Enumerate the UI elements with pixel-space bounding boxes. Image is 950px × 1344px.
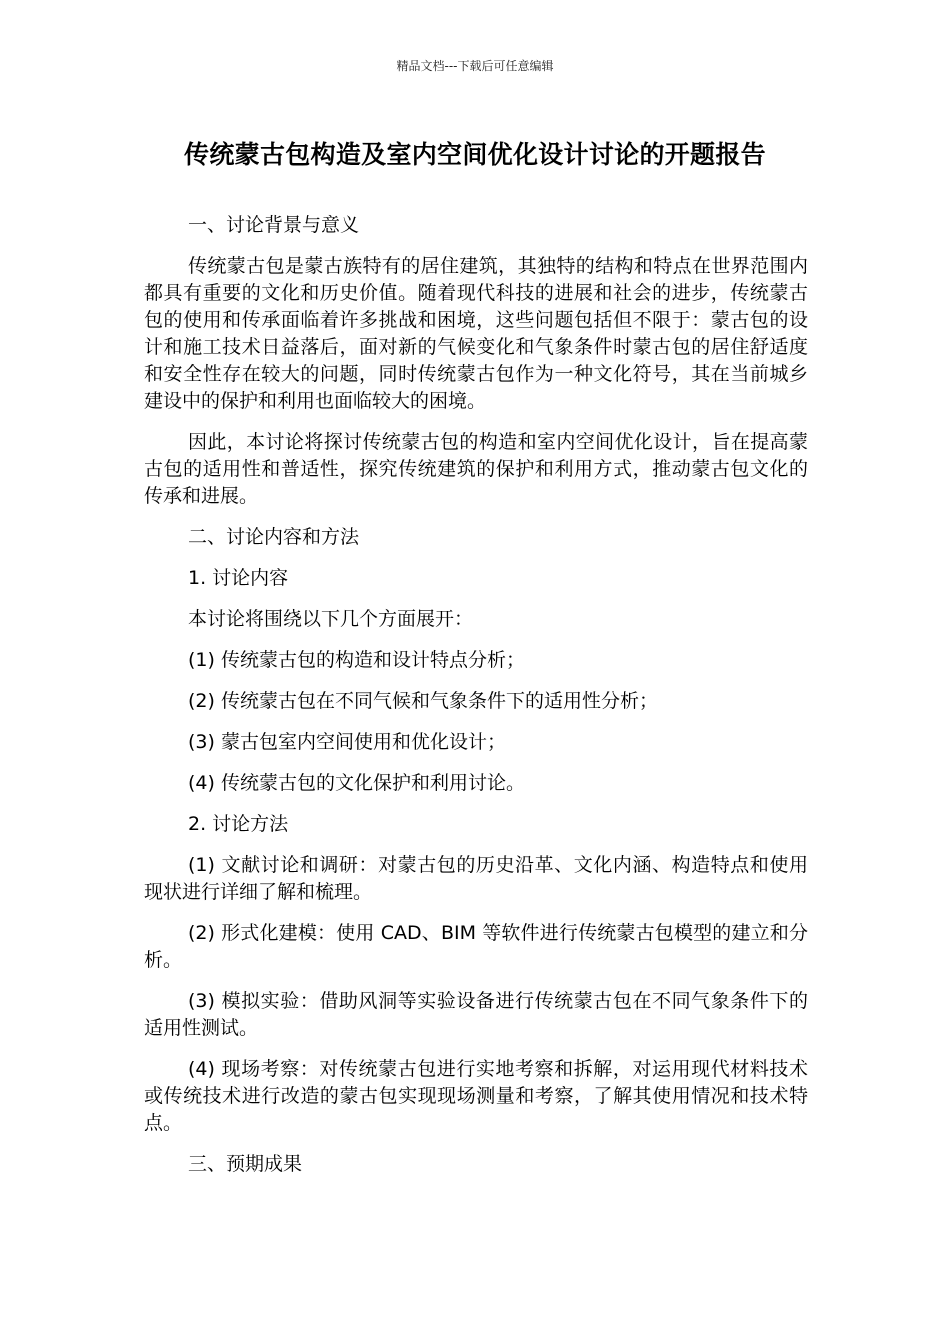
document-body	[144, 212, 808, 1192]
paragraph-content-intro: 本讨论将围绕以下几个方面展开：	[188, 608, 474, 630]
list-item-content-3: (3) 蒙古包室内空间使用和优化设计；	[188, 731, 506, 753]
list-item-content-1: (1) 传统蒙古包的构造和设计特点分析；	[188, 649, 525, 671]
list-item-method-4: (4) 现场考察：对传统蒙古包进行实地考察和拆解，对运用现代材料技术或传统技术进行改造的蒙古包实现现场测量和考察，了解其使用情况和技术特点。	[144, 1058, 808, 1134]
list-item-content-4: (4) 传统蒙古包的文化保护和利用讨论。	[188, 772, 525, 794]
list-item-method-1: (1) 文献讨论和调研：对蒙古包的历史沿革、文化内涵、构造特点和使用现状进行详细了解和梳理。	[144, 854, 808, 903]
list-item-content-2: (2) 传统蒙古包在不同气候和气象条件下的适用性分析；	[188, 690, 658, 712]
subheading-content: 1. 讨论内容	[188, 567, 289, 589]
subheading-methods: 2. 讨论方法	[188, 813, 289, 835]
section-heading-background: 一、讨论背景与意义	[188, 214, 360, 236]
section-heading-expected-results: 三、预期成果	[188, 1153, 303, 1175]
document-title: 传统蒙古包构造及室内空间优化设计讨论的开题报告	[184, 140, 766, 169]
section-heading-content-methods: 二、讨论内容和方法	[188, 526, 360, 548]
list-item-method-3: (3) 模拟实验：借助风洞等实验设备进行传统蒙古包在不同气象条件下的适用性测试。	[144, 990, 808, 1039]
paragraph-purpose: 因此，本讨论将探讨传统蒙古包的构造和室内空间优化设计，旨在提高蒙古包的适用性和普适性，探究传统建筑的保护和利用方式，推动蒙古包文化的传承和进展。	[144, 431, 808, 507]
list-item-method-2: (2) 形式化建模：使用 CAD、BIM 等软件进行传统蒙古包模型的建立和分析。	[144, 922, 808, 971]
paragraph-background: 传统蒙古包是蒙古族特有的居住建筑，其独特的结构和特点在世界范围内都具有重要的文化和历史价值。随着现代科技的进展和社会的进步，传统蒙古包的使用和传承面临着许多挑战和困境，这些问题包括但不限于：蒙古包的设计和施工技术日益落后，面对新的气候变化和气象条件时蒙古包的居住舒适度和安全性存在较大的问题，同时传统蒙古包作为一种文化符号，其在当前城乡建设中的保护和利用也面临较大的困境。	[144, 255, 808, 412]
page-header-note: 精品文档---下载后可任意编辑	[396, 59, 554, 73]
